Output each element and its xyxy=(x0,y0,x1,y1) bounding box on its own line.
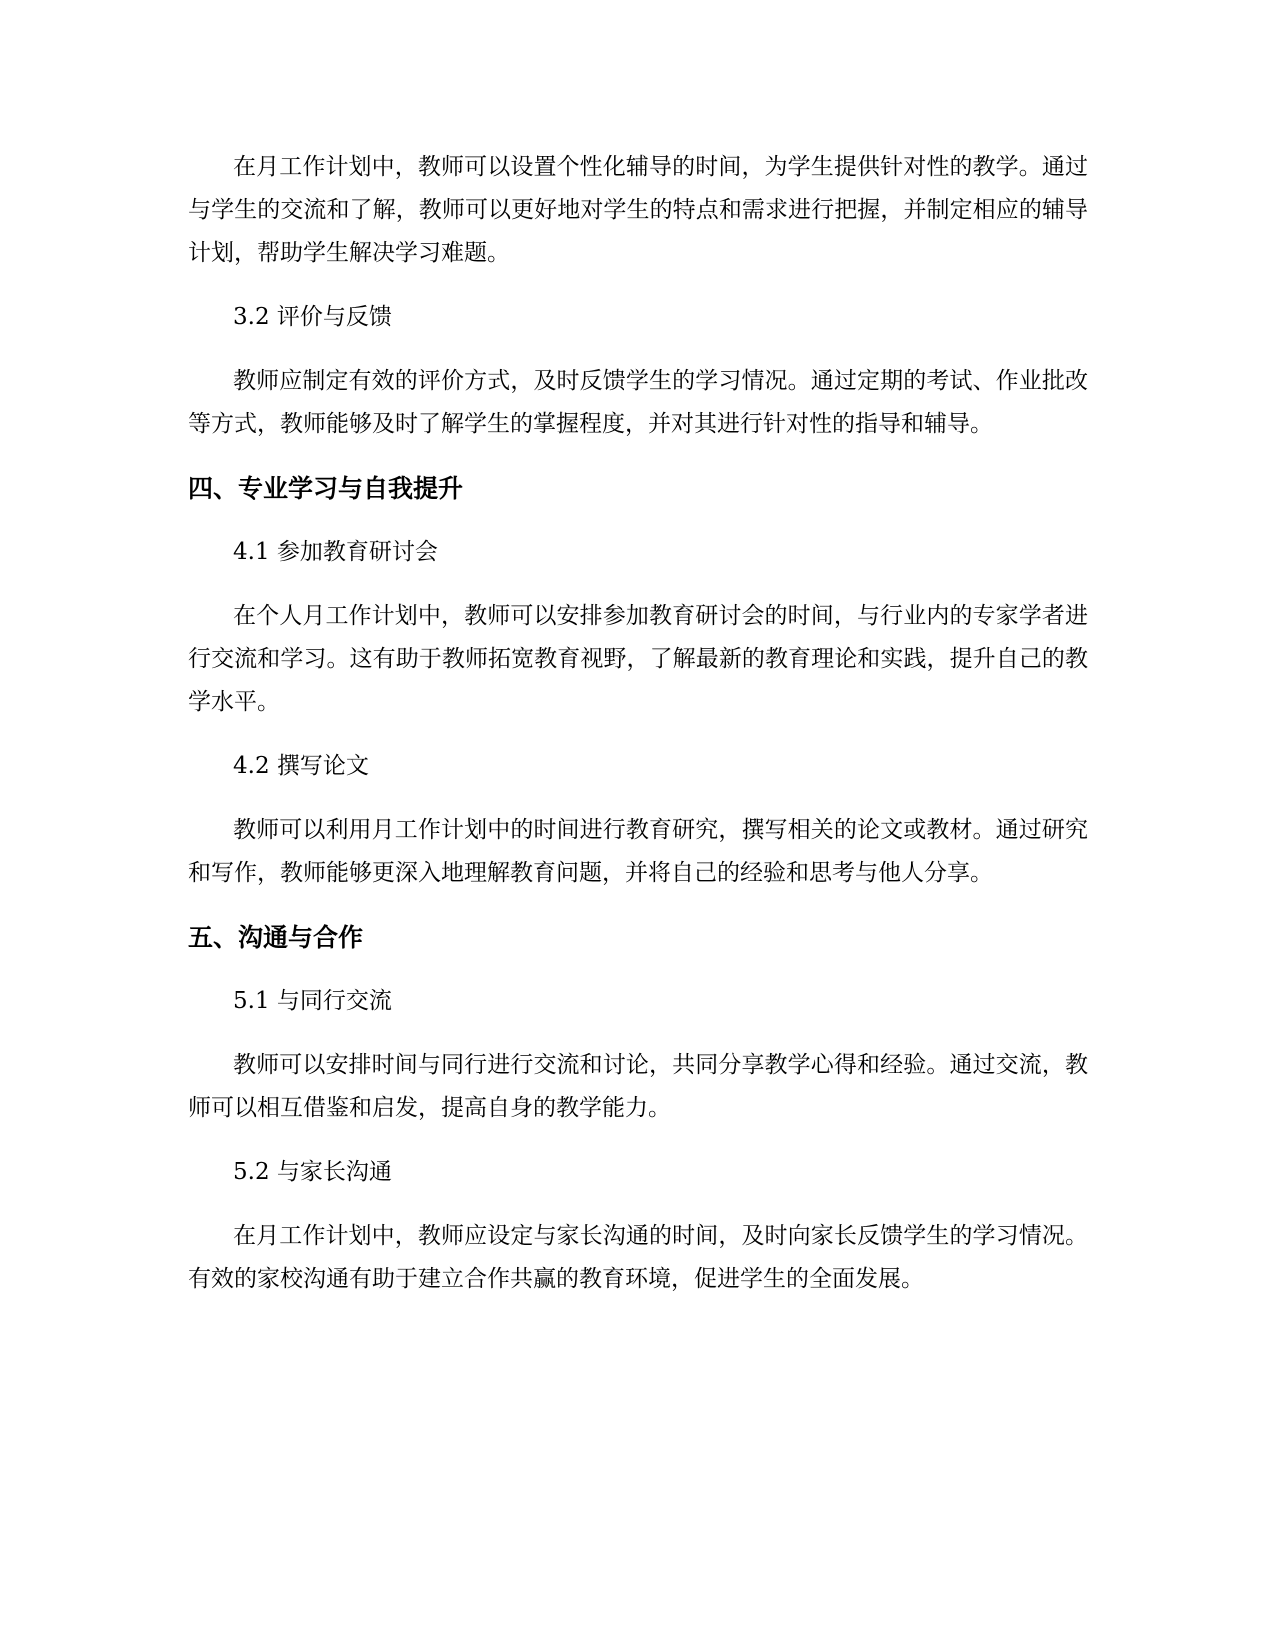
subheading-5-1: 5.1 与同行交流 xyxy=(233,988,392,1014)
paragraph-evaluation: 教师应制定有效的评价方式，及时反馈学生的学习情况。通过定期的考试、作业批改等方式，教师能够及时了解学生的掌握程度，并对其进行针对性的指导和辅导。 xyxy=(188,368,1088,437)
paragraph-seminar: 在个人月工作计划中，教师可以安排参加教育研讨会的时间，与行业内的专家学者进行交流和学习。这有助于教师拓宽教育视野，了解最新的教育理论和实践，提升自己的教学水平。 xyxy=(188,603,1088,715)
paragraph-peers: 教师可以安排时间与同行进行交流和讨论，共同分享教学心得和经验。通过交流，教师可以相互借鉴和启发，提高自身的教学能力。 xyxy=(188,1052,1088,1121)
subheading-4-2: 4.2 撰写论文 xyxy=(233,753,369,779)
paragraph-papers: 教师可以利用月工作计划中的时间进行教育研究，撰写相关的论文或教材。通过研究和写作，教师能够更深入地理解教育问题，并将自己的经验和思考与他人分享。 xyxy=(188,817,1088,886)
subheading-3-2: 3.2 评价与反馈 xyxy=(233,304,392,330)
section-heading-5: 五、沟通与合作 xyxy=(188,923,364,952)
paragraph-tutoring: 在月工作计划中，教师可以设置个性化辅导的时间，为学生提供针对性的教学。通过与学生的交流和了解，教师可以更好地对学生的特点和需求进行把握，并制定相应的辅导计划，帮助学生解决学习难题。 xyxy=(188,154,1088,266)
subheading-5-2: 5.2 与家长沟通 xyxy=(233,1159,392,1185)
document-body xyxy=(188,146,1088,1322)
section-heading-4: 四、专业学习与自我提升 xyxy=(188,474,464,503)
subheading-4-1: 4.1 参加教育研讨会 xyxy=(233,539,438,565)
paragraph-parents: 在月工作计划中，教师应设定与家长沟通的时间，及时向家长反馈学生的学习情况。有效的家校沟通有助于建立合作共赢的教育环境，促进学生的全面发展。 xyxy=(188,1223,1088,1292)
